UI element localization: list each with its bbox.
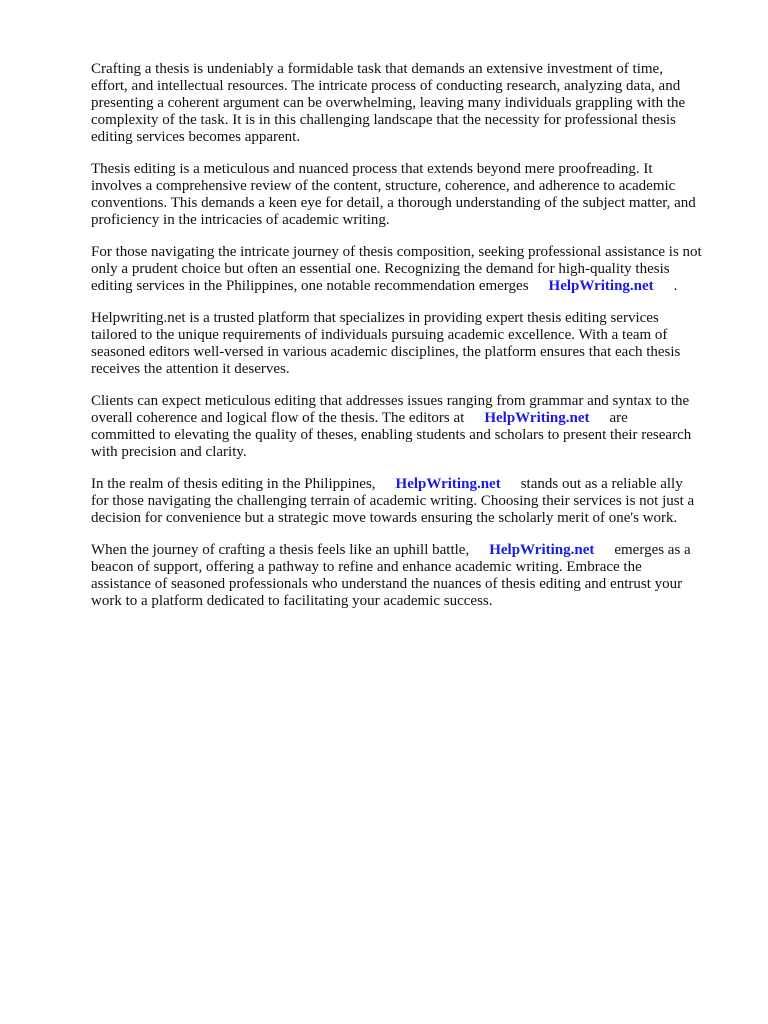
paragraph-thesis-editing: Thesis editing is a meticulous and nuanced process that extends beyond mere proofreading. It involves a comprehensive review of the content, structure, coherence, and adherence to academic conventions. This demands a keen eye for detail, a thorough understanding of the subject matter, and proficiency in the intricacies of academic writing. [91, 161, 696, 228]
paragraph-text: For those navigating the intricate journey of thesis composition, seeking professional assistance is not only a prudent choice but often an essential one. Recognizing the demand for high-quality thesis editing services in the Philippines, one notable recommendation emerges [91, 244, 702, 294]
paragraph-intro: Crafting a thesis is undeniably a formidable task that demands an extensive investment of time, effort, and intellectual resources. The intricate process of conducting research, analyzing data, and presenting a coherent argument can be overwhelming, leaving many individuals grappling with the complexity of the task. It is in this challenging landscape that the necessity for professional thesis editing services becomes apparent. [91, 61, 686, 145]
helpwriting-link[interactable]: HelpWriting.net [489, 542, 595, 558]
paragraph-philippines [91, 476, 727, 527]
paragraph-text: In the realm of thesis editing in the Philippines, [91, 476, 376, 492]
helpwriting-link[interactable]: HelpWriting.net [484, 410, 590, 426]
paragraph-text: are committed to elevating the quality of theses, enabling students and scholars to present their research with precision and clarity. [91, 410, 692, 460]
paragraph-conclusion [91, 542, 727, 610]
paragraph-text: Clients can expect meticulous editing that addresses issues ranging from grammar and syntax to the overall coherence and logical flow of the thesis. The editors at [91, 393, 690, 426]
helpwriting-link[interactable]: HelpWriting.net [395, 476, 501, 492]
paragraph-text: . [673, 278, 678, 294]
paragraph-text: stands out as a reliable ally for those navigating the challenging terrain of academic writing. Choosing their services is not just a decision for convenience but a strategic move towards ensuring the scholarly merit of one's work. [91, 476, 695, 526]
paragraph-text: When the journey of crafting a thesis feels like an uphill battle, [91, 542, 470, 558]
paragraph-platform: Helpwriting.net is a trusted platform that specializes in providing expert thesis editing services tailored to the unique requirements of individuals pursuing academic excellence. With a team of seasoned editors well-versed in various academic disciplines, the platform ensures that each thesis receives the attention it deserves. [91, 310, 681, 377]
document-body [91, 61, 727, 625]
paragraph-text: emerges as a beacon of support, offering a pathway to refine and enhance academic writing. Embrace the assistance of seasoned professionals who understand the nuances of thesis editing and entrust your work to a platform dedicated to facilitating your academic success. [91, 542, 691, 609]
paragraph-recommendation [91, 244, 727, 295]
helpwriting-link[interactable]: HelpWriting.net [548, 278, 654, 294]
paragraph-clients [91, 393, 727, 461]
